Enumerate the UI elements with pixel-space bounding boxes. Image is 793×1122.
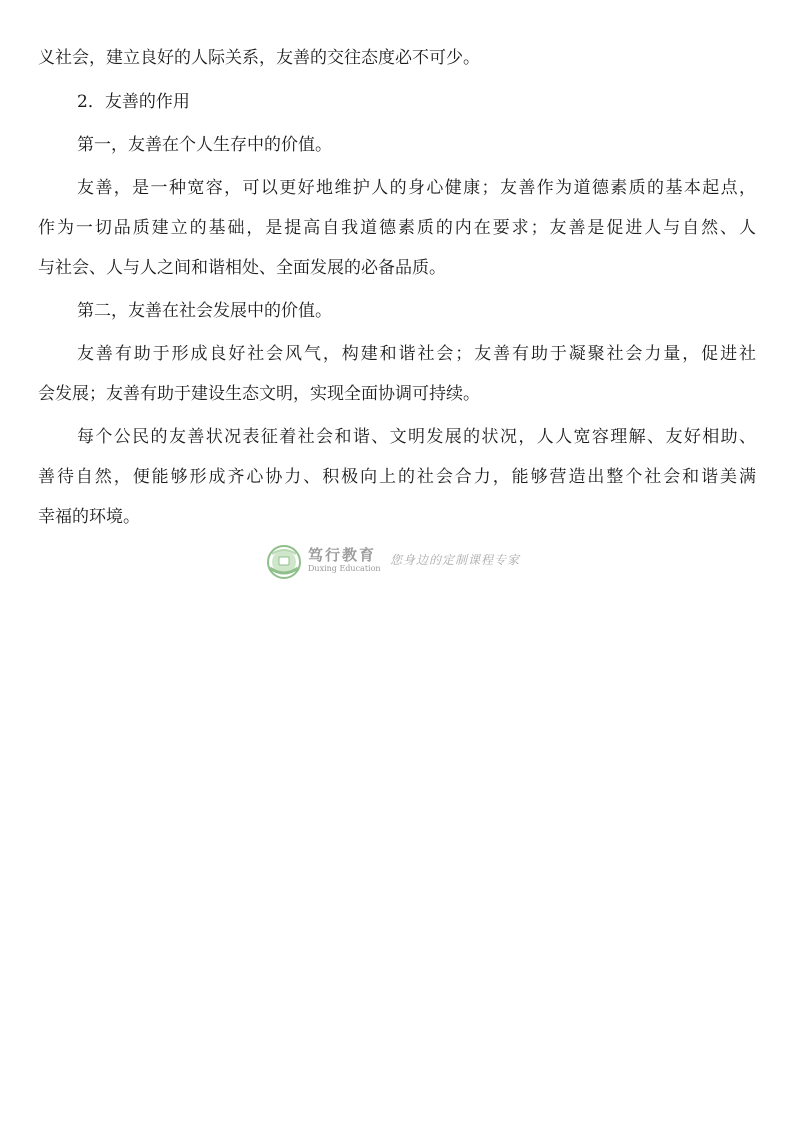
paragraph-line: 友善有助于形成良好社会风气，构建和谐社会；友善有助于凝聚社会力量，促进社: [77, 344, 756, 364]
watermark-logo: [264, 542, 544, 582]
paragraph-line: 幸福的环境。: [38, 507, 140, 527]
paragraph-line: 善待自然，便能够形成齐心协力、积极向上的社会合力，能够营造出整个社会和谐美满: [38, 467, 756, 487]
duxing-logo-icon: [264, 542, 304, 582]
paragraph-line: 与社会、人与人之间和谐相处、全面发展的必备品质。: [38, 258, 446, 278]
paragraph-line: 作为一切品质建立的基础，是提高自我道德素质的内在要求；友善是促进人与自然、人: [38, 218, 756, 238]
paragraph-line: 会发展；友善有助于建设生态文明，实现全面协调可持续。: [38, 384, 480, 404]
paragraph-line: 每个公民的友善状况表征着社会和谐、文明发展的状况，人人宽容理解、友好相助、: [77, 427, 756, 447]
paragraph-line: 义社会，建立良好的人际关系，友善的交往态度必不可少。: [38, 48, 480, 68]
paragraph-line: 友善，是一种宽容，可以更好地维护人的身心健康；友善作为道德素质的基本起点，: [77, 178, 756, 198]
brand-name-cn: 笃行教育: [308, 546, 377, 564]
brand-slogan: 您身边的定制课程专家: [390, 553, 521, 567]
sub-heading: 第二，友善在社会发展中的价值。: [77, 301, 332, 321]
brand-name-en: Duxing Education: [308, 564, 381, 573]
section-heading: 2．友善的作用: [77, 92, 190, 112]
sub-heading: 第一，友善在个人生存中的价值。: [77, 135, 332, 155]
